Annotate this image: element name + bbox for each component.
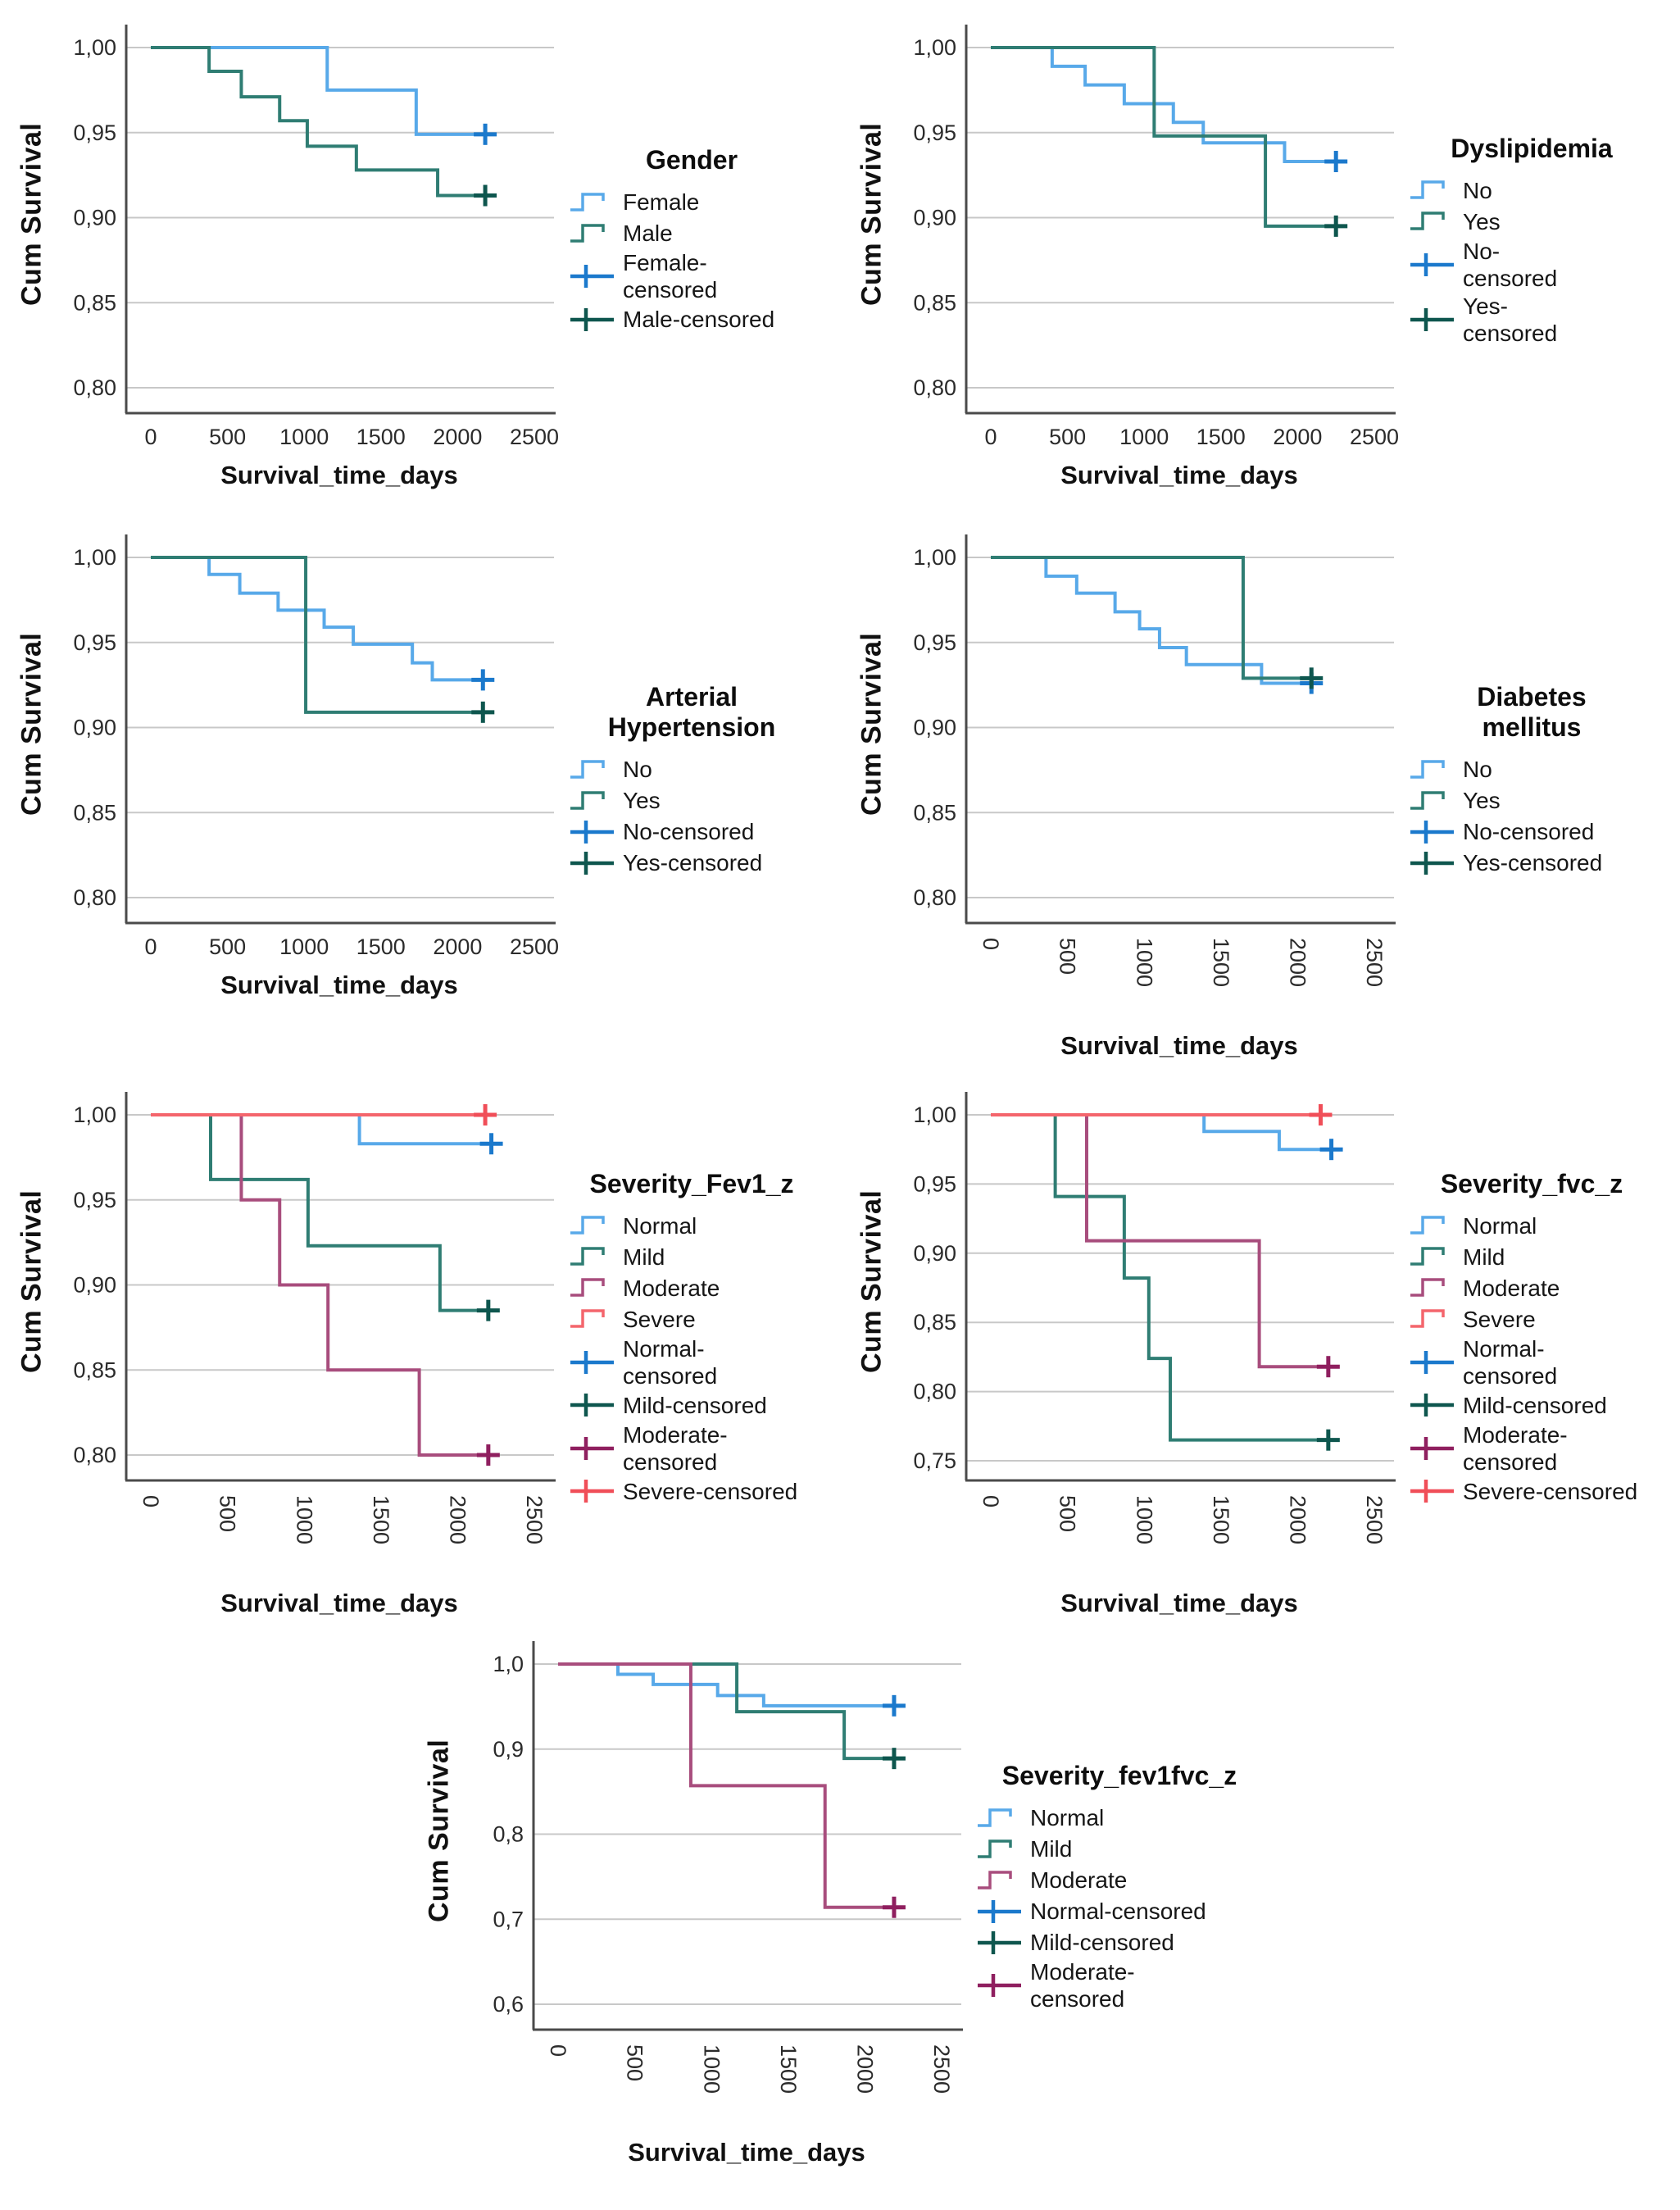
legend-step-line-icon — [1409, 787, 1456, 815]
legend-entry — [976, 1834, 1263, 1864]
legend-entry — [976, 1803, 1263, 1833]
legend-step-line-icon — [569, 787, 616, 815]
legend-entry — [569, 1242, 815, 1272]
legend-censored-plus-icon — [569, 1391, 616, 1419]
legend-entry — [1409, 238, 1655, 292]
y-axis-title: Cum Survival — [856, 1189, 888, 1373]
y-tick-label: 0,95 — [73, 630, 116, 655]
x-tick-label: 1000 — [1119, 425, 1169, 449]
x-axis-title: Survival_time_days — [1060, 461, 1298, 489]
x-axis-title: Survival_time_days — [220, 971, 458, 999]
x-axis-title: Survival_time_days — [1060, 1589, 1298, 1617]
legend-entry-label: No-censored — [623, 819, 755, 844]
x-tick-label: 1000 — [1132, 1495, 1157, 1545]
legend-entry — [976, 1865, 1263, 1895]
x-axis-title: Survival_time_days — [1060, 1031, 1298, 1060]
x-tick-label: 1500 — [1196, 425, 1246, 449]
legend-title: Dyslipidemia — [1451, 133, 1613, 163]
x-tick-label: 1500 — [356, 934, 406, 959]
legend-entry — [1409, 1476, 1655, 1507]
plot-diabetes — [894, 525, 1407, 1028]
y-tick-label: 1,00 — [913, 35, 956, 60]
y-tick-label: 0,90 — [913, 1240, 956, 1266]
chart-dyslipidemia — [850, 15, 1655, 490]
legend-censored-plus-icon — [569, 818, 616, 846]
legend-entry — [1409, 1421, 1655, 1476]
legend-title: Arterial Hypertension — [607, 682, 776, 742]
legend-entry — [569, 1211, 815, 1241]
legend-entry — [569, 754, 815, 784]
plot-row-2 — [0, 518, 1680, 1061]
y-tick-label: 0,75 — [913, 1448, 956, 1473]
x-tick-label: 1000 — [699, 2044, 724, 2094]
x-tick-label: 2000 — [852, 2044, 878, 2094]
legend-entry-label: Female- censored — [623, 250, 718, 302]
censored-marker-yes — [471, 702, 494, 723]
censored-marker-moderate — [477, 1444, 500, 1466]
y-tick-label: 1,00 — [73, 545, 116, 570]
legend-title: Gender — [645, 145, 738, 175]
x-tick-label: 500 — [622, 2044, 647, 2082]
legend-step-line-icon — [976, 1835, 1024, 1863]
y-tick-label: 1,00 — [913, 545, 956, 570]
legend-censored-plus-icon — [569, 1435, 616, 1462]
legend-censored-plus-icon — [1409, 306, 1456, 334]
y-axis-title: Cum Survival — [856, 122, 888, 306]
plot-fev1 — [54, 1082, 567, 1585]
y-tick-label: 1,00 — [913, 1103, 956, 1127]
y-tick-label: 0,90 — [73, 715, 116, 740]
x-tick-label: 500 — [1055, 1495, 1080, 1533]
chart-cell-dyslipidemia — [840, 8, 1680, 490]
censored-marker-mild — [883, 1748, 906, 1769]
legend-step-line-icon — [569, 1274, 616, 1302]
legend-step-line-icon — [1409, 1212, 1456, 1239]
legend-censored-plus-icon — [1409, 1477, 1456, 1505]
legend-step-line-icon — [569, 189, 616, 216]
censored-marker-mild — [1317, 1430, 1340, 1451]
y-tick-label: 1,0 — [493, 1652, 524, 1676]
plot-row-1 — [0, 8, 1680, 490]
x-tick-label: 500 — [215, 1495, 240, 1533]
x-tick-label: 500 — [209, 934, 247, 959]
x-tick-label: 2000 — [433, 934, 483, 959]
y-tick-label: 0,95 — [73, 1187, 116, 1212]
censored-marker-severe — [1309, 1104, 1332, 1125]
legend-entry — [569, 1421, 815, 1476]
legend-entry — [1409, 848, 1655, 878]
legend-step-line-icon — [569, 1305, 616, 1333]
chart-fev1fvc — [417, 1631, 1263, 2167]
x-tick-label: 0 — [978, 938, 1004, 951]
y-axis-title: Cum Survival — [16, 1189, 48, 1373]
x-tick-label: 0 — [546, 2044, 571, 2058]
legend-entry-label: No-censored — [1463, 819, 1595, 844]
legend-step-line-icon — [1409, 207, 1456, 235]
legend-entry — [1409, 1273, 1655, 1303]
legend-entry-label: Severe — [623, 1306, 696, 1332]
y-tick-label: 0,85 — [73, 800, 116, 825]
x-tick-label: 1000 — [279, 425, 329, 449]
legend-entry-label: Normal- censored — [1463, 1335, 1558, 1389]
y-tick-label: 0,80 — [73, 885, 116, 910]
legend-censored-plus-icon — [569, 1477, 616, 1505]
chart-fvc — [850, 1082, 1655, 1618]
legend-step-line-icon — [569, 220, 616, 248]
plot-column — [54, 15, 567, 490]
x-tick-label: 1500 — [1208, 1495, 1233, 1545]
legend-entry — [569, 304, 815, 334]
censored-marker-male — [474, 185, 497, 207]
x-tick-label: 1500 — [368, 1495, 393, 1545]
legend-gender — [569, 145, 815, 360]
legend-entry — [1409, 1211, 1655, 1241]
legend-censored-plus-icon — [1409, 1435, 1456, 1462]
x-tick-label: 0 — [138, 1495, 164, 1508]
legend-entry-label: Moderate — [1030, 1867, 1128, 1893]
legend-entry — [569, 249, 815, 303]
y-tick-label: 1,00 — [73, 1103, 116, 1127]
legend-entry-label: Male — [623, 221, 673, 246]
survival-curve-no — [151, 557, 491, 680]
plot-column — [894, 15, 1407, 490]
y-axis-title: Cum Survival — [423, 1739, 455, 1922]
x-tick-label: 500 — [209, 425, 247, 449]
survival-curve-yes — [991, 557, 1319, 678]
y-tick-label: 0,6 — [493, 1992, 524, 2017]
survival-curve-male — [151, 48, 494, 196]
y-tick-label: 0,80 — [73, 1443, 116, 1467]
legend-fev1 — [569, 1169, 815, 1532]
survival-curve-moderate — [991, 1115, 1336, 1366]
legend-entry-label: Normal — [1030, 1805, 1105, 1830]
x-tick-label: 0 — [978, 1495, 1004, 1508]
x-tick-label: 2500 — [522, 1495, 547, 1545]
legend-entry-label: Yes — [623, 788, 661, 813]
legend-censored-plus-icon — [1409, 251, 1456, 279]
y-tick-label: 0,80 — [913, 885, 956, 910]
x-tick-label: 2500 — [509, 934, 560, 959]
legend-step-line-icon — [1409, 1243, 1456, 1271]
x-tick-label: 2500 — [929, 2044, 955, 2094]
survival-curve-mild — [558, 1664, 901, 1758]
legend-entry-label: Moderate- censored — [1463, 1421, 1568, 1475]
legend-entry-label: Yes — [1463, 788, 1501, 813]
x-tick-label: 0 — [144, 934, 157, 959]
x-tick-label: 2000 — [1273, 425, 1323, 449]
x-tick-label: 500 — [1055, 938, 1080, 975]
y-tick-label: 0,8 — [493, 1821, 524, 1847]
chart-gender — [10, 15, 815, 490]
legend-entry — [569, 187, 815, 217]
plot-column — [54, 1082, 567, 1618]
legend-title: Diabetes mellitus — [1477, 682, 1587, 742]
legend-step-line-icon — [1409, 1305, 1456, 1333]
legend-entry — [976, 1927, 1263, 1958]
legend-title: Severity_fev1fvc_z — [1001, 1761, 1237, 1790]
legend-title: Severity_fvc_z — [1440, 1168, 1623, 1198]
chart-cell-fvc — [840, 1075, 1680, 1618]
legend-entry-label: Mild-censored — [1030, 1930, 1174, 1955]
legend-step-line-icon — [976, 1804, 1024, 1832]
legend-entry — [1409, 175, 1655, 206]
y-tick-label: 0,90 — [913, 205, 956, 230]
y-tick-label: 0,85 — [913, 290, 956, 316]
legend-entry-label: No — [1463, 757, 1492, 782]
x-tick-label: 1500 — [1208, 938, 1233, 988]
x-tick-label: 1500 — [775, 2044, 801, 2094]
x-tick-label: 2500 — [509, 425, 560, 449]
chart-cell-fev1fvc — [417, 1625, 1263, 2167]
chart-cell-hypertension — [0, 518, 840, 1061]
survival-curve-moderate — [558, 1664, 901, 1908]
x-axis-title: Survival_time_days — [220, 461, 458, 489]
legend-entry-label: Yes- censored — [1463, 293, 1558, 346]
legend-entry — [569, 1476, 815, 1507]
legend-entry — [569, 785, 815, 816]
legend-step-line-icon — [569, 1243, 616, 1271]
y-tick-label: 0,80 — [913, 375, 956, 400]
y-tick-label: 0,9 — [493, 1736, 524, 1762]
y-tick-label: 0,95 — [913, 630, 956, 655]
legend-entry-label: Mild — [623, 1244, 665, 1270]
x-tick-label: 500 — [1049, 425, 1087, 449]
censored-marker-no — [1324, 151, 1347, 172]
x-tick-label: 1000 — [292, 1495, 317, 1545]
x-tick-label: 1000 — [279, 934, 329, 959]
legend-entry-label: No — [623, 757, 652, 782]
legend-entry — [976, 1896, 1263, 1926]
x-tick-label: 2000 — [1285, 1495, 1310, 1545]
legend-censored-plus-icon — [569, 262, 616, 290]
y-tick-label: 1,00 — [73, 35, 116, 60]
survival-curve-yes — [151, 557, 491, 712]
censored-marker-severe — [474, 1104, 497, 1125]
plot-row-4 — [0, 1625, 1680, 2167]
legend-entry — [1409, 816, 1655, 847]
x-tick-label: 0 — [144, 425, 157, 449]
chart-diabetes — [850, 525, 1655, 1061]
legend-fvc — [1409, 1169, 1655, 1532]
y-tick-label: 0,85 — [913, 1310, 956, 1335]
chart-cell-fev1 — [0, 1075, 840, 1618]
y-tick-label: 0,7 — [493, 1907, 524, 1932]
plot-fev1fvc — [461, 1631, 974, 2135]
plot-column — [54, 525, 567, 1000]
legend-entry-label: Severe — [1463, 1306, 1536, 1332]
y-tick-label: 0,90 — [73, 1272, 116, 1298]
plot-dyslipidemia — [894, 15, 1407, 457]
legend-step-line-icon — [1409, 756, 1456, 784]
legend-entry-label: Normal-censored — [1030, 1899, 1206, 1924]
legend-entry-label: Male-censored — [623, 307, 775, 332]
legend-entry — [1409, 785, 1655, 816]
survival-curve-normal — [558, 1664, 901, 1706]
legend-entry — [569, 218, 815, 248]
legend-title: Severity_Fev1_z — [589, 1168, 794, 1198]
legend-entry-label: Moderate — [1463, 1275, 1560, 1301]
x-tick-label: 1000 — [1132, 938, 1157, 988]
legend-step-line-icon — [569, 1212, 616, 1239]
x-tick-label: 2500 — [1349, 425, 1400, 449]
legend-entry-label: Mild-censored — [623, 1392, 767, 1418]
legend-entry-label: Severe-censored — [623, 1478, 798, 1504]
legend-censored-plus-icon — [1409, 818, 1456, 846]
legend-entry-label: Yes — [1463, 208, 1501, 234]
censored-marker-moderate — [1317, 1356, 1340, 1377]
x-tick-label: 1500 — [356, 425, 406, 449]
censored-marker-no — [471, 669, 494, 690]
legend-entry — [569, 1390, 815, 1421]
legend-entry — [569, 848, 815, 878]
survival-curve-normal — [151, 1115, 499, 1144]
legend-entry-label: Moderate- censored — [623, 1421, 728, 1475]
legend-fev1fvc — [976, 1761, 1263, 2038]
censored-marker-yes — [1300, 667, 1323, 689]
y-tick-label: 0,90 — [73, 205, 116, 230]
plot-gender — [54, 15, 567, 457]
y-axis-title: Cum Survival — [16, 632, 48, 816]
legend-entry-label: Normal- censored — [623, 1335, 718, 1389]
legend-entry — [1409, 207, 1655, 237]
plot-column — [461, 1631, 974, 2167]
legend-step-line-icon — [976, 1867, 1024, 1894]
legend-censored-plus-icon — [569, 1348, 616, 1376]
legend-censored-plus-icon — [976, 1898, 1024, 1926]
legend-entry-label: No- censored — [1463, 238, 1558, 291]
censored-marker-female — [474, 124, 497, 145]
legend-entry — [569, 1304, 815, 1335]
x-tick-label: 2000 — [1285, 938, 1310, 988]
x-tick-label: 2500 — [1362, 938, 1387, 988]
plot-hypertension — [54, 525, 567, 967]
y-tick-label: 0,95 — [73, 120, 116, 145]
legend-entry-label: Moderate- censored — [1030, 1959, 1135, 2012]
legend-censored-plus-icon — [569, 306, 616, 334]
y-tick-label: 0,90 — [913, 715, 956, 740]
y-tick-label: 0,85 — [913, 800, 956, 825]
y-tick-label: 0,95 — [913, 1171, 956, 1197]
legend-diabetes — [1409, 682, 1655, 903]
legend-entry-label: Moderate — [623, 1275, 720, 1301]
y-tick-label: 0,80 — [73, 375, 116, 400]
y-tick-label: 0,85 — [73, 290, 116, 316]
legend-entry — [569, 1273, 815, 1303]
legend-hypertension — [569, 682, 815, 903]
legend-entry-label: Female — [623, 189, 700, 215]
legend-censored-plus-icon — [1409, 849, 1456, 877]
plot-fvc — [894, 1082, 1407, 1585]
x-tick-label: 2500 — [1362, 1495, 1387, 1545]
legend-entry-label: Yes-censored — [623, 850, 763, 875]
legend-censored-plus-icon — [976, 1929, 1024, 1957]
legend-step-line-icon — [569, 756, 616, 784]
y-axis-title: Cum Survival — [16, 122, 48, 306]
legend-entry — [569, 1335, 815, 1389]
plot-column — [894, 525, 1407, 1061]
legend-entry — [569, 816, 815, 847]
survival-curve-normal — [991, 1115, 1339, 1149]
legend-entry-label: Mild — [1030, 1836, 1073, 1862]
x-tick-label: 2000 — [433, 425, 483, 449]
x-axis-title: Survival_time_days — [220, 1589, 458, 1617]
censored-marker-normal — [883, 1695, 906, 1717]
legend-entry — [976, 1958, 1263, 2012]
y-tick-label: 0,80 — [913, 1379, 956, 1404]
legend-entry-label: Yes-censored — [1463, 850, 1603, 875]
legend-entry — [1409, 293, 1655, 347]
x-axis-title: Survival_time_days — [628, 2138, 865, 2167]
censored-marker-normal — [480, 1133, 503, 1154]
x-tick-label: 0 — [984, 425, 997, 449]
survival-curve-no — [991, 48, 1344, 161]
legend-entry-label: No — [1463, 177, 1492, 203]
legend-censored-plus-icon — [1409, 1391, 1456, 1419]
survival-curve-no — [991, 557, 1319, 684]
legend-entry — [1409, 1242, 1655, 1272]
legend-entry-label: Mild-censored — [1463, 1392, 1607, 1418]
legend-step-line-icon — [1409, 176, 1456, 204]
censored-marker-normal — [1320, 1139, 1343, 1160]
y-tick-label: 0,85 — [73, 1357, 116, 1383]
x-tick-label: 2000 — [445, 1495, 470, 1545]
legend-entry-label: Normal — [1463, 1212, 1537, 1239]
plot-column — [894, 1082, 1407, 1618]
legend-entry-label: Normal — [623, 1212, 697, 1239]
y-tick-label: 0,95 — [913, 120, 956, 145]
legend-step-line-icon — [1409, 1274, 1456, 1302]
chart-cell-diabetes — [840, 518, 1680, 1061]
legend-entry-label: Severe-censored — [1463, 1478, 1638, 1504]
legend-censored-plus-icon — [569, 849, 616, 877]
censored-marker-mild — [477, 1300, 500, 1321]
chart-hypertension — [10, 525, 815, 1061]
legend-censored-plus-icon — [976, 1971, 1024, 1999]
legend-censored-plus-icon — [1409, 1348, 1456, 1376]
survival-curve-female — [151, 48, 494, 134]
legend-dyslipidemia — [1409, 134, 1655, 372]
legend-entry-label: Mild — [1463, 1244, 1505, 1270]
chart-fev1 — [10, 1082, 815, 1618]
y-axis-title: Cum Survival — [856, 632, 888, 816]
legend-entry — [1409, 1304, 1655, 1335]
chart-cell-gender — [0, 8, 840, 490]
legend-entry — [1409, 1335, 1655, 1389]
legend-entry — [1409, 754, 1655, 784]
censored-marker-moderate — [883, 1897, 906, 1918]
censored-marker-yes — [1324, 216, 1347, 237]
legend-entry — [1409, 1390, 1655, 1421]
plot-row-3 — [0, 1075, 1680, 1618]
survival-curve-yes — [991, 48, 1344, 226]
